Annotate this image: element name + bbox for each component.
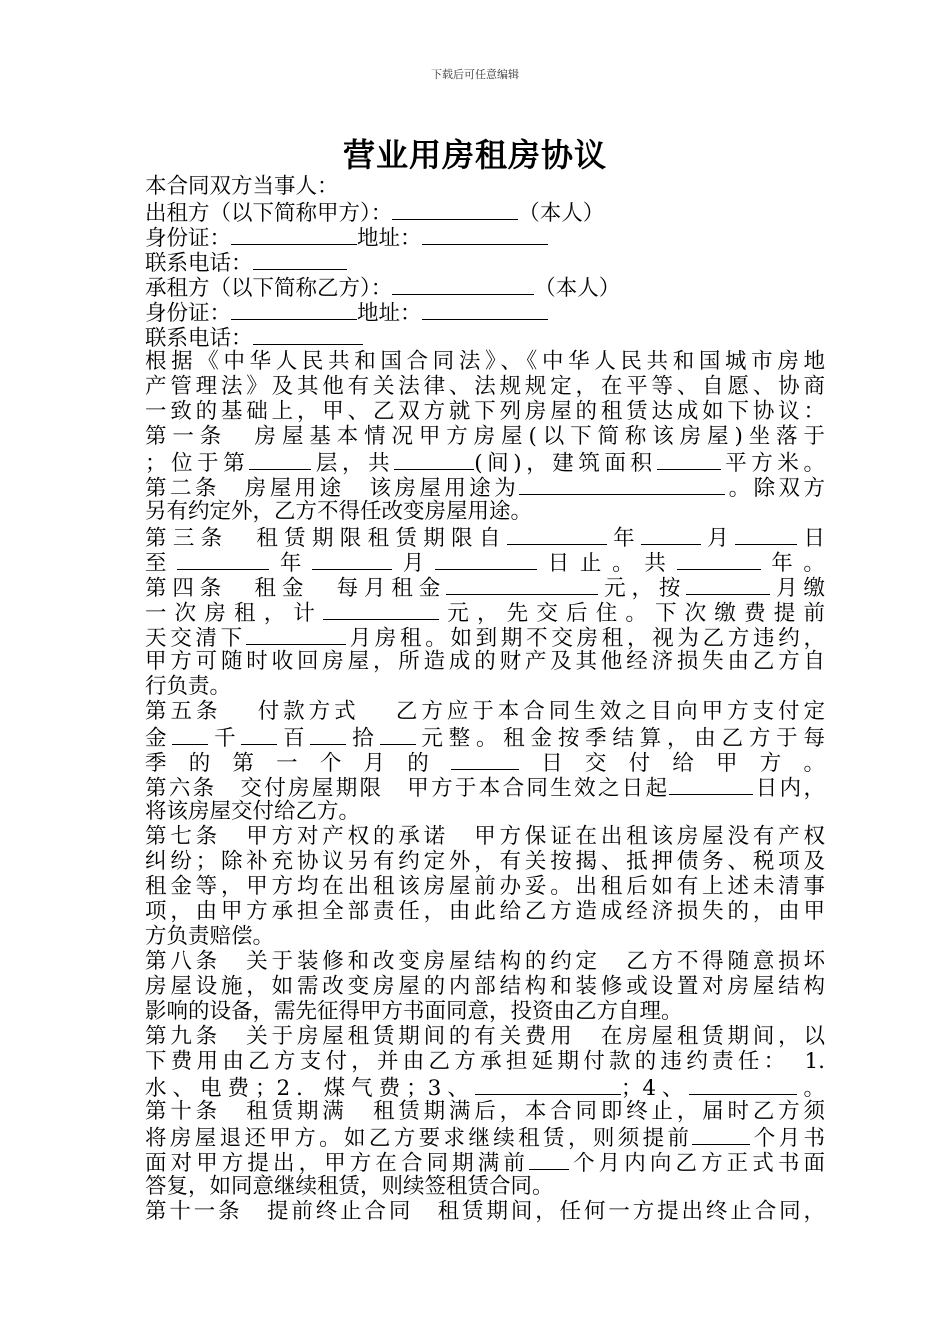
line-text: 联系电话： bbox=[145, 251, 253, 276]
text-line bbox=[145, 449, 825, 474]
line-text: 行负责。 bbox=[145, 674, 232, 699]
line-text: 一次房租，计 bbox=[145, 601, 324, 626]
line-text: 第一条 房屋基本情况甲方房屋(以下简称该房屋)坐落于 bbox=[145, 424, 825, 449]
line-text: 天交清下 bbox=[145, 626, 246, 651]
text-line bbox=[145, 674, 825, 699]
fill-in-blank[interactable] bbox=[312, 549, 392, 570]
text-line bbox=[145, 399, 825, 424]
line-text: 第六条 交付房屋期限 甲方于本合同生效之日起 bbox=[145, 776, 670, 801]
fill-in-blank[interactable] bbox=[310, 724, 346, 745]
fill-in-blank[interactable] bbox=[669, 774, 753, 795]
line-text: 个月书 bbox=[750, 1126, 825, 1151]
line-text: 第七条 甲方对产权的承诺 甲方保证在出租该房屋没有产权 bbox=[145, 824, 825, 849]
text-line bbox=[145, 1099, 825, 1124]
fill-in-blank[interactable] bbox=[507, 524, 607, 545]
line-text: 将房屋退还甲方。如乙方要求继续租赁，则须提前 bbox=[145, 1126, 693, 1151]
fill-in-blank[interactable] bbox=[246, 624, 346, 645]
fill-in-blank[interactable] bbox=[392, 199, 518, 220]
line-text: 年 bbox=[269, 551, 313, 576]
line-text: 至 bbox=[145, 551, 178, 576]
line-text: 月 bbox=[392, 551, 436, 576]
text-line bbox=[145, 924, 825, 949]
line-text: 日止。共 bbox=[537, 551, 677, 576]
line-text: 第五条 付款方式 乙方应于本合同生效之目向甲方支付定 bbox=[145, 699, 825, 724]
line-text: 产管理法》及其他有关法律、法规规定，在平等、自愿、协商 bbox=[145, 374, 825, 399]
line-text: 第九条 关于房屋租赁期间的有关费用 在房屋租赁期间，以 bbox=[145, 1024, 825, 1049]
text-line bbox=[145, 874, 825, 899]
line-text: 另有约定外，乙方不得任改变房屋用途。 bbox=[145, 499, 533, 524]
text-line bbox=[145, 1024, 825, 1049]
line-text: 租金等，甲方均在出租该房屋前办妥。出租后如有上述未清事 bbox=[145, 874, 825, 899]
line-text: 元，按 bbox=[598, 576, 687, 601]
line-text: 面对甲方提出，甲方在合同期满前 bbox=[145, 1151, 529, 1176]
fill-in-blank[interactable] bbox=[641, 524, 701, 545]
line-text: 第三条 租赁期限租赁期限自 bbox=[145, 526, 507, 551]
line-text: 地址： bbox=[357, 301, 422, 326]
line-text: 第十一条 提前终止合同 租赁期间，任何一方提出终止合同， bbox=[145, 1199, 825, 1224]
fill-in-blank[interactable] bbox=[686, 574, 770, 595]
line-text: 元，先交后住。下次缴费提前 bbox=[439, 601, 825, 626]
line-text: 承租方（以下简称乙方）： bbox=[145, 276, 393, 301]
line-text: 百 bbox=[277, 726, 311, 751]
text-line bbox=[145, 299, 825, 324]
text-line bbox=[145, 549, 825, 574]
line-text: 拾 bbox=[346, 726, 380, 751]
text-line bbox=[145, 999, 825, 1024]
line-text: 将该房屋交付给乙方。 bbox=[145, 799, 361, 824]
fill-in-blank[interactable] bbox=[253, 249, 347, 270]
text-line bbox=[145, 199, 825, 224]
text-line bbox=[145, 524, 825, 549]
line-text: 答复，如同意继续租赁，则续签租赁合同。 bbox=[145, 1174, 554, 1199]
line-text: 季的第一个月的 bbox=[145, 751, 451, 776]
line-text: 平方米。 bbox=[720, 451, 825, 476]
fill-in-blank[interactable] bbox=[735, 524, 797, 545]
text-line bbox=[145, 774, 825, 799]
text-line bbox=[145, 274, 825, 299]
fill-in-blank[interactable] bbox=[323, 599, 439, 620]
text-line bbox=[145, 724, 825, 749]
text-line bbox=[145, 574, 825, 599]
text-line bbox=[145, 174, 825, 199]
fill-in-blank[interactable] bbox=[392, 274, 534, 295]
text-line bbox=[145, 1124, 825, 1149]
line-text: 身份证： bbox=[145, 301, 232, 326]
text-line bbox=[145, 1049, 825, 1074]
fill-in-blank[interactable] bbox=[422, 224, 548, 245]
text-line bbox=[145, 799, 825, 824]
fill-in-blank[interactable] bbox=[253, 324, 363, 345]
text-line bbox=[145, 374, 825, 399]
text-line bbox=[145, 824, 825, 849]
fill-in-blank[interactable] bbox=[231, 224, 357, 245]
line-text: 一致的基础上，甲、乙双方就下列房屋的租赁达成如下协议： bbox=[145, 399, 825, 424]
line-text: ；4、 bbox=[620, 1076, 690, 1101]
text-line bbox=[145, 949, 825, 974]
line-text: 日内， bbox=[753, 776, 825, 801]
text-line bbox=[145, 249, 825, 274]
line-text: 影响的设备，需先征得甲方书面同意，投资由乙方自理。 bbox=[145, 999, 683, 1024]
text-line bbox=[145, 1174, 825, 1199]
text-line bbox=[145, 324, 825, 349]
line-text: 月 bbox=[700, 526, 736, 551]
line-text: 甲方可随时收回房屋，所造成的财产及其他经济损失由乙方自 bbox=[145, 649, 825, 674]
line-text: 。 bbox=[797, 1076, 825, 1101]
line-text: 第二条 房屋用途 该房屋用途为 bbox=[145, 476, 520, 501]
fill-in-blank[interactable] bbox=[172, 724, 208, 745]
text-line bbox=[145, 599, 825, 624]
text-line bbox=[145, 699, 825, 724]
line-text: 。除双方 bbox=[725, 476, 825, 501]
fill-in-blank[interactable] bbox=[689, 1074, 797, 1095]
fill-in-blank[interactable] bbox=[177, 549, 269, 570]
fill-in-blank[interactable] bbox=[422, 299, 548, 320]
fill-in-blank[interactable] bbox=[677, 549, 761, 570]
fill-in-blank[interactable] bbox=[380, 724, 416, 745]
fill-in-blank[interactable] bbox=[249, 449, 311, 470]
text-line bbox=[145, 624, 825, 649]
fill-in-blank[interactable] bbox=[692, 1124, 750, 1145]
fill-in-blank[interactable] bbox=[446, 574, 598, 595]
text-line bbox=[145, 849, 825, 874]
text-line bbox=[145, 974, 825, 999]
fill-in-blank[interactable] bbox=[657, 449, 721, 470]
text-line bbox=[145, 899, 825, 924]
fill-in-blank[interactable] bbox=[519, 474, 725, 495]
line-text: 月房租。如到期不交房租，视为乙方违约， bbox=[345, 626, 825, 651]
text-line bbox=[145, 649, 825, 674]
line-text: 年。 bbox=[760, 551, 825, 576]
line-text: (间)，建筑面积 bbox=[474, 451, 657, 476]
fill-in-blank[interactable] bbox=[394, 449, 474, 470]
line-text: 身份证： bbox=[145, 226, 232, 251]
line-text: 根据《中华人民共和国合同法》、《中华人民共和国城市房地 bbox=[145, 349, 825, 374]
text-line bbox=[145, 424, 825, 449]
line-text: 第十条 租赁期满 租赁期满后，本合同即终止，届时乙方须 bbox=[145, 1099, 825, 1124]
fill-in-blank[interactable] bbox=[231, 299, 357, 320]
line-text: 日 bbox=[797, 526, 825, 551]
line-text: 下费用由乙方支付，并由乙方承担延期付款的违约责任： 1. bbox=[145, 1049, 825, 1074]
line-text: 水、电费；2．煤气费；3、 bbox=[145, 1076, 475, 1101]
line-text: 千 bbox=[208, 726, 242, 751]
line-text: 年 bbox=[606, 526, 641, 551]
line-text: 金 bbox=[145, 726, 173, 751]
text-line bbox=[145, 224, 825, 249]
line-text: 日交付给甲方。 bbox=[519, 751, 825, 776]
line-text: 本合同双方当事人： bbox=[145, 174, 339, 199]
line-text: ；位于第 bbox=[145, 451, 250, 476]
fill-in-blank[interactable] bbox=[475, 1074, 621, 1095]
text-line bbox=[145, 1199, 825, 1224]
header-note: 下载后可任意编辑 bbox=[431, 68, 519, 81]
line-text: 第四条 租金 每月租金 bbox=[145, 576, 447, 601]
text-line bbox=[145, 349, 825, 374]
contract-body bbox=[145, 174, 825, 1224]
text-line bbox=[145, 1149, 825, 1174]
line-text: 联系电话： bbox=[145, 326, 253, 351]
line-text: 地址： bbox=[357, 226, 422, 251]
line-text: 纠纷；除补充协议另有约定外，有关按揭、抵押债务、税项及 bbox=[145, 849, 825, 874]
fill-in-blank[interactable] bbox=[451, 749, 519, 770]
text-line bbox=[145, 499, 825, 524]
line-text: 层，共 bbox=[311, 451, 395, 476]
line-text: （本人） bbox=[534, 276, 621, 301]
line-text: （本人） bbox=[518, 201, 605, 226]
line-text: 元整。租金按季结算，由乙方于每 bbox=[415, 726, 825, 751]
fill-in-blank[interactable] bbox=[435, 549, 537, 570]
line-text: 项，由甲方承担全部责任，由此给乙方造成经济损失的，由甲 bbox=[145, 899, 825, 924]
fill-in-blank[interactable] bbox=[241, 724, 277, 745]
line-text: 第八条 关于装修和改变房屋结构的约定 乙方不得随意损坏 bbox=[145, 949, 825, 974]
line-text: 方负责赔偿。 bbox=[145, 924, 275, 949]
fill-in-blank[interactable] bbox=[529, 1149, 569, 1170]
document-title: 营业用房租房协议 bbox=[342, 136, 607, 174]
text-line bbox=[145, 1074, 825, 1099]
line-text: 出租方（以下简称甲方）： bbox=[145, 201, 393, 226]
line-text: 房屋设施，如需改变房屋的内部结构和装修或设置对房屋结构 bbox=[145, 974, 825, 999]
text-line bbox=[145, 474, 825, 499]
text-line bbox=[145, 749, 825, 774]
line-text: 月缴 bbox=[770, 576, 825, 601]
line-text: 个月内向乙方正式书面 bbox=[568, 1151, 825, 1176]
